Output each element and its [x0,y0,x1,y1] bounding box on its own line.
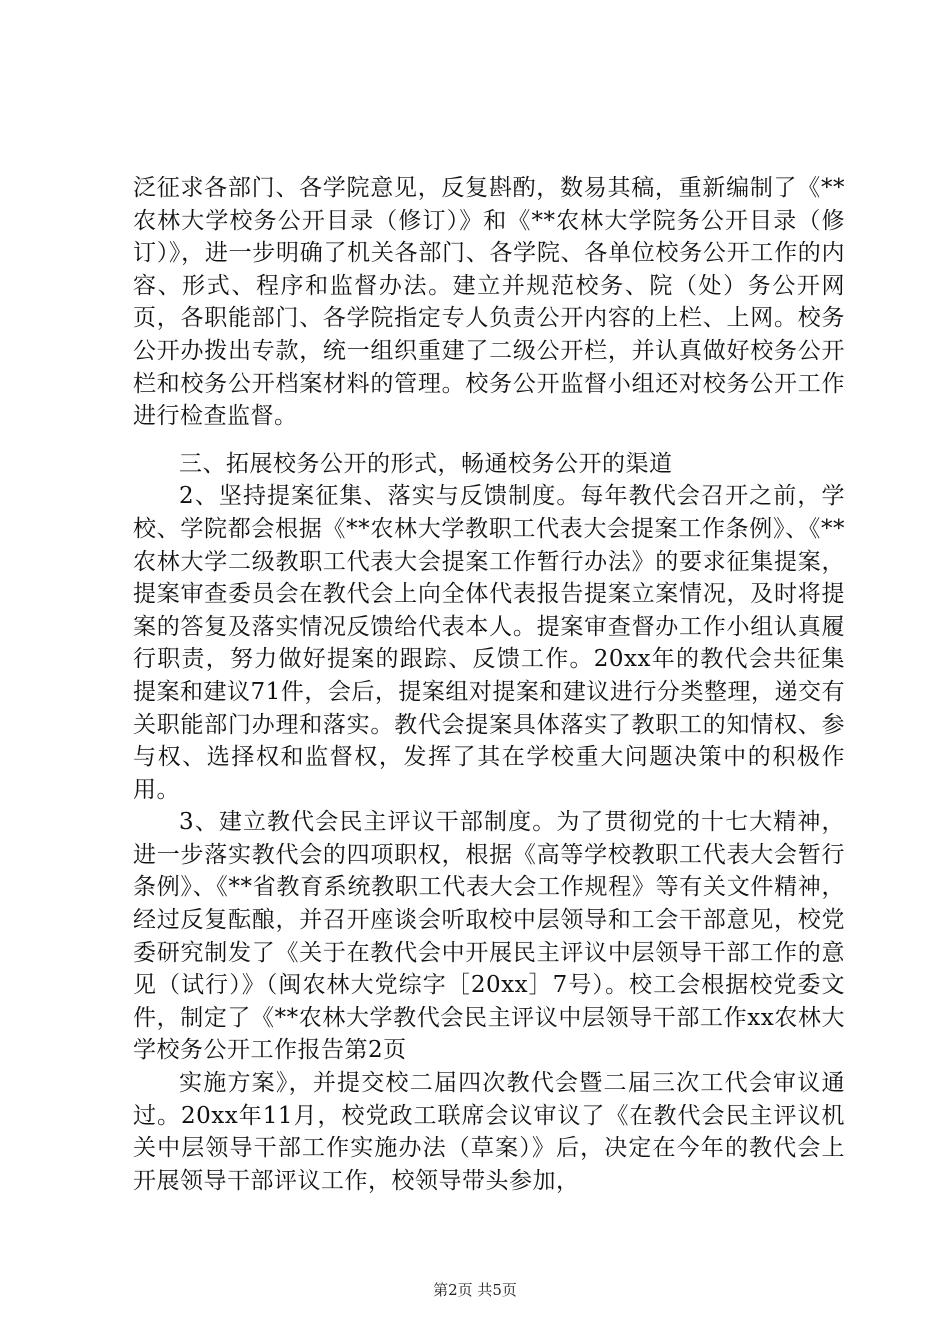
paragraph-continuation: 泛征求各部门、各学院意见，反复斟酌，数易其稿，重新编制了《**农林大学校务公开目录（修订）》和《**农林大学院务公开目录（修订）》，进一步明确了机关各部门、各学院、各单位校务公开工作的内容、形式、程序和监督办法。建立并规范校务、院（处）务公开网页，各职能部门、各学院指定专人负责公开内容的上栏、上网。校务公开办拨出专款，统一组织重建了二级公开栏，并认真做好校务公开栏和校务公开档案材料的管理。校务公开监督小组还对校务公开工作进行检查监督。 [133,175,845,430]
paragraph-implementation: 实施方案》，并提交校二届四次教代会暨二届三次工代会审议通过。20xx年11月，校党政工联席会议审议了《在教代会民主评议机关中层领导干部工作实施办法（草案）》后，决定在今年的教代会上开展领导干部评议工作，校领导带头参加， [133,1070,845,1194]
section-heading: 三、拓展校务公开的形式，畅通校务公开的渠道 [179,450,673,477]
page-number-footer: 第2页 共5页 [433,1281,517,1299]
paragraph-democratic-review: 3、建立教代会民主评议干部制度。为了贯彻党的十七大精神，进一步落实教代会的四项职权，根据《高等学校教职工代表大会暂行条例》、《**省教育系统教职工代表大会工作规程》等有关文件精神，经过反复酝酿，并召开座谈会听取校中层领导和工会干部意见，校党委研究制发了《关于在教代会中开展民主评议中层领导干部工作的意见（试行）》（闽农林大党综字［20xx］7号）。校工会根据校党委文件，制定了《**农林大学教代会民主评议中层领导干部工作xx农林大学校务公开工作报告第2页 [133,809,845,1064]
paragraph-proposal-system: 2、坚持提案征集、落实与反馈制度。每年教代会召开之前，学校、学院都会根据《**农林大学教职工代表大会提案工作条例》、《**农林大学二级教职工代表大会提案工作暂行办法》的要求征集提案，提案审查委员会在教代会上向全体代表报告提案立案情况，及时将提案的答复及落实情况反馈给代表本人。提案审查督办工作小组认真履行职责，努力做好提案的跟踪、反馈工作。20xx年的教代会共征集提案和建议71件，会后，提案组对提案和建议进行分类整理，递交有关职能部门办理和落实。教代会提案具体落实了教职工的知情权、参与权、选择权和监督权，发挥了其在学校重大问题决策中的积极作用。 [133,483,845,803]
document-body [133,172,845,1197]
